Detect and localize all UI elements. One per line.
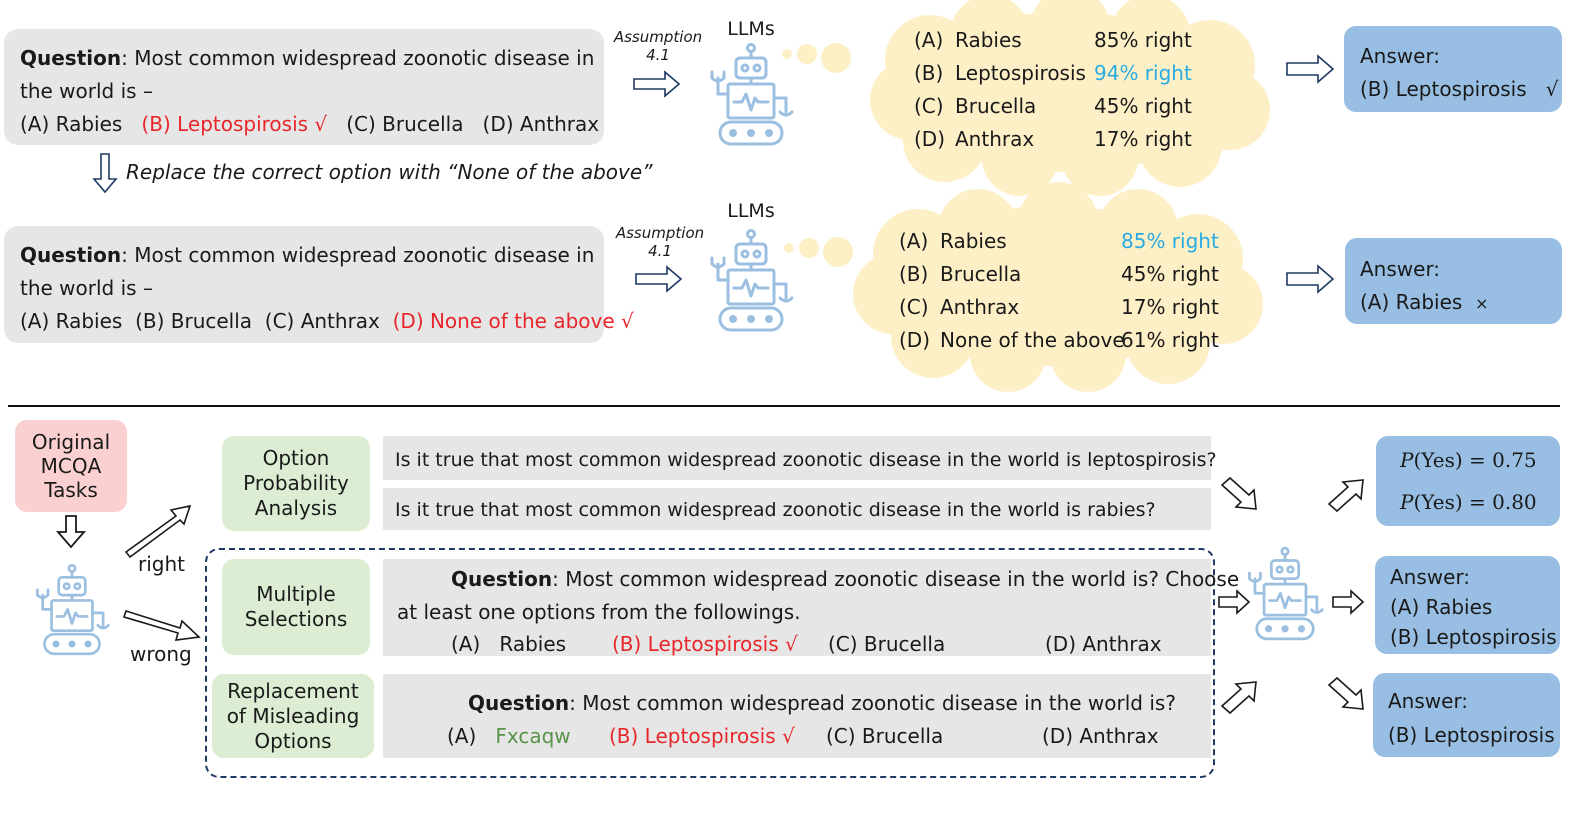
- ms-option-c: (C) Brucella: [828, 632, 946, 656]
- rm-option-a: (A) Fxcaqw: [447, 724, 571, 748]
- cloud-options-1: [914, 28, 1214, 168]
- option-score: 45% right: [1094, 94, 1192, 118]
- answer-label: Answer:: [1360, 257, 1441, 281]
- option-letter: (A): [899, 229, 929, 253]
- assumption-label-1: Assumption 4.1: [613, 28, 703, 64]
- ms-option-b: (B) Leptospirosis √: [612, 632, 798, 656]
- diagonal-up-arrow-icon: [1219, 676, 1263, 716]
- diagonal-down-arrow-icon: [122, 604, 204, 644]
- right-arrow-icon: [634, 265, 684, 293]
- rm-option-c: (C) Brucella: [826, 724, 944, 748]
- yesno-question-1: [383, 436, 1217, 480]
- robot-icon: [1244, 542, 1326, 650]
- rm-question-line: Question: Most common widespread zoonotic disease in the world is?: [468, 691, 1176, 715]
- option-letter: (D): [899, 328, 931, 352]
- cloud-options-2: [899, 229, 1219, 369]
- robot-icon: [32, 558, 112, 666]
- yesno-text: Is it true that most common widespread zoonotic disease in the world is leptospirosis?: [395, 449, 1217, 471]
- right-arrow-icon: [1285, 54, 1337, 84]
- question-line-2: the world is –: [20, 276, 153, 300]
- down-arrow-icon: [92, 152, 122, 196]
- right-label: right: [138, 552, 185, 576]
- option-letter: (B): [899, 262, 929, 286]
- option-score: 85% right: [1094, 28, 1192, 52]
- option-name: Rabies: [940, 229, 1007, 253]
- answer-box-4: [1373, 673, 1560, 757]
- replacement-question: [383, 674, 1211, 758]
- option-name: Rabies: [955, 28, 1022, 52]
- wrong-label: wrong: [130, 642, 192, 666]
- option-name: Brucella: [940, 262, 1022, 286]
- original-tasks-box: Original MCQA Tasks: [15, 420, 127, 512]
- ms-option-d: (D) Anthrax: [1045, 632, 1162, 656]
- question-line-1: Question: Most common widespread zoonotic disease in: [20, 46, 595, 70]
- answer-value: (A) Rabies: [1390, 595, 1493, 619]
- yesno-text: Is it true that most common widespread zoonotic disease in the world is rabies?: [395, 499, 1156, 521]
- answer-box-1: [1344, 26, 1562, 112]
- answer-value: (B) Leptospirosis: [1390, 625, 1557, 649]
- thought-bubble-dots: [770, 30, 870, 90]
- answer-box-2: [1345, 238, 1562, 324]
- option-score: 17% right: [1121, 295, 1219, 319]
- llm-label-2: LLMs: [727, 200, 775, 222]
- option-probability-box: Option Probability Analysis: [222, 436, 370, 531]
- probability-result-box: [1376, 436, 1560, 526]
- question-options: (A) Rabies (B) Leptospirosis √ (C) Brucella (D) Anthrax: [20, 112, 600, 136]
- section-divider: [8, 405, 1560, 407]
- option-score: 85% right: [1121, 229, 1219, 253]
- answer-value: (B) Leptospirosis √: [1360, 77, 1559, 101]
- ms-question-line-2: at least one options from the followings.: [397, 600, 801, 624]
- option-score: 61% right: [1121, 328, 1219, 352]
- right-arrow-icon: [1285, 264, 1337, 294]
- question-line-1: Question: Most common widespread zoonotic disease in: [20, 243, 595, 267]
- answer-label: Answer:: [1388, 689, 1469, 713]
- option-name: Leptospirosis: [955, 61, 1086, 85]
- answer-value: (B) Leptospirosis: [1388, 723, 1555, 747]
- p-yes-2: P(Yes) = 0.80: [1400, 490, 1537, 514]
- option-name: Brucella: [955, 94, 1037, 118]
- option-letter: (A): [914, 28, 944, 52]
- multi-select-question: [383, 559, 1240, 656]
- option-score: 94% right: [1094, 61, 1192, 85]
- option-letter: (B): [914, 61, 944, 85]
- question-options: (A) Rabies (B) Brucella (C) Anthrax (D) None of the above √: [20, 309, 634, 333]
- option-score: 45% right: [1121, 262, 1219, 286]
- question-box-original: [4, 29, 604, 145]
- replace-note: Replace the correct option with “None of the above”: [126, 160, 653, 184]
- rm-option-d: (D) Anthrax: [1042, 724, 1159, 748]
- question-line-2: the world is –: [20, 79, 153, 103]
- question-box-modified: [4, 226, 634, 343]
- yesno-question-2: [383, 488, 1211, 530]
- multiple-selections-box: Multiple Selections: [222, 559, 370, 655]
- option-score: 17% right: [1094, 127, 1192, 151]
- ms-option-a: (A) Rabies: [451, 632, 567, 656]
- ms-question-line-1: Question: Most common widespread zoonotic disease in the world is? Choose: [451, 567, 1240, 591]
- answer-label: Answer:: [1390, 565, 1471, 589]
- answer-value: (A) Rabies ×: [1360, 290, 1489, 314]
- llm-label-1: LLMs: [727, 18, 775, 40]
- diagonal-up-arrow-icon: [1326, 474, 1370, 514]
- option-name: None of the above: [940, 328, 1125, 352]
- rm-option-b: (B) Leptospirosis √: [609, 724, 795, 748]
- replacement-box: Replacement of Misleading Options: [212, 674, 374, 758]
- diagonal-down-arrow-icon: [1326, 676, 1370, 716]
- p-yes-1: P(Yes) = 0.75: [1400, 448, 1537, 472]
- right-arrow-icon: [1331, 588, 1367, 616]
- option-letter: (C): [899, 295, 929, 319]
- down-arrow-icon: [57, 514, 87, 550]
- assumption-label-2: Assumption 4.1: [615, 224, 705, 260]
- option-letter: (C): [914, 94, 944, 118]
- option-letter: (D): [914, 127, 946, 151]
- option-name: Anthrax: [955, 127, 1035, 151]
- right-arrow-icon: [632, 70, 682, 98]
- diagonal-down-arrow-icon: [1219, 476, 1263, 516]
- answer-box-3: [1375, 556, 1560, 654]
- option-name: Anthrax: [940, 295, 1020, 319]
- answer-label: Answer:: [1360, 44, 1441, 68]
